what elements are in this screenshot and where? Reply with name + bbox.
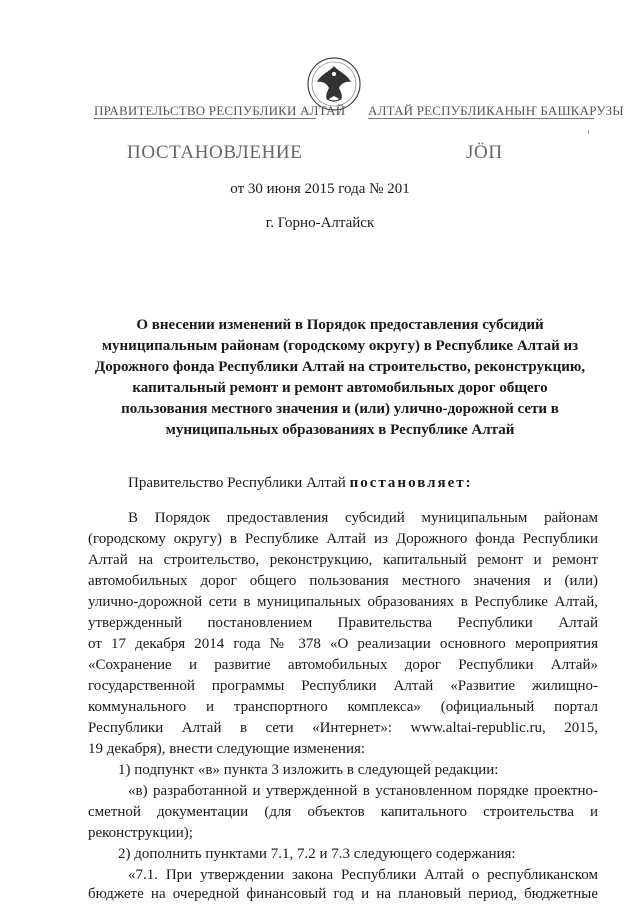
title-line: муниципальным районам (городскому округу) в Республике Алтай из bbox=[101, 338, 579, 354]
body-line: 1) подпункт «в» пункта 3 изложить в следующей редакции: bbox=[118, 762, 499, 778]
document-title bbox=[80, 315, 600, 441]
body-line: 2) дополнить пунктами 7.1, 7.2 и 7.3 следующего содержания: bbox=[118, 846, 516, 862]
body-line: сметной документации (для объектов капитального строительства и bbox=[88, 804, 598, 820]
body-line: утвержденный постановлением Правительства Республики Алтай bbox=[88, 615, 598, 631]
body-line: В Порядок предоставления субсидий муниципальным районам bbox=[128, 510, 598, 526]
body-line: государственной программы Республики Алтай «Развитие жилищно- bbox=[88, 678, 598, 694]
body-line: Республики Алтай в сети «Интернет»: www.altai-republic.ru, 2015, bbox=[88, 720, 598, 736]
header-government-name-ru: ПРАВИТЕЛЬСТВО РЕСПУБЛИКИ АЛТАЙ bbox=[94, 103, 346, 118]
body-line: «7.1. При утверждении закона Республики Алтай о республиканском bbox=[128, 867, 598, 883]
body-line: автомобильных дорог общего пользования местного значения и (или) bbox=[88, 573, 598, 589]
title-line: Дорожного фонда Республики Алтай на строительство, реконструкцию, bbox=[94, 359, 586, 375]
preamble bbox=[128, 473, 548, 494]
document-date-number: от 30 июня 2015 года № 201 bbox=[230, 181, 410, 197]
body-line: 19 декабря), внести следующие изменения: bbox=[88, 741, 366, 757]
scan-mark bbox=[588, 130, 589, 134]
body-line: «в) разработанной и утвержденной в установленном порядке проектно- bbox=[128, 783, 598, 799]
document-city: г. Горно-Алтайск bbox=[265, 215, 375, 231]
header-government-name-alt: АЛТАЙ РЕСПУБЛИКАНЫҤ БАШКАРУЗЫ bbox=[368, 103, 624, 118]
body-line: бюджете на очередной финансовый год и на плановый период, бюджетные bbox=[88, 886, 598, 902]
header-rule-left bbox=[94, 118, 316, 119]
title-line: муниципальных образованиях в Республике Алтай bbox=[165, 422, 515, 438]
title-line: пользования местного значения и (или) улично-дорожной сети в bbox=[121, 401, 559, 417]
title-line: капитальный ремонт и ремонт автомобильных дорог общего bbox=[132, 380, 548, 396]
preamble-decree: постановляет: bbox=[349, 475, 473, 491]
document-type-ru: ПОСТАНОВЛЕНИЕ bbox=[127, 142, 303, 163]
document-type-alt: JӦП bbox=[466, 142, 503, 163]
body-line: от 17 декабря 2014 года № 378 «О реализации основного мероприятия bbox=[88, 636, 598, 652]
title-line: О внесении изменений в Порядок предоставления субсидий bbox=[136, 317, 544, 333]
body-line: коммунального и транспортного комплекса» (официальный портал bbox=[88, 699, 598, 715]
body-line: (городскому округу) в Республике Алтай из Дорожного фонда Республики bbox=[88, 531, 598, 547]
header-rule-right bbox=[368, 118, 594, 119]
preamble-lead: Правительство Республики Алтай bbox=[128, 475, 350, 491]
body-line: «Сохранение и развитие автомобильных дорог Республики Алтай» bbox=[88, 657, 598, 673]
body-line: реконструкции); bbox=[88, 825, 193, 841]
body-line: Алтай на строительство, реконструкцию, капитальный ремонт и ремонт bbox=[88, 552, 598, 568]
body-line: улично-дорожной сети в муниципальных образованиях в Республике Алтай, bbox=[88, 594, 598, 610]
